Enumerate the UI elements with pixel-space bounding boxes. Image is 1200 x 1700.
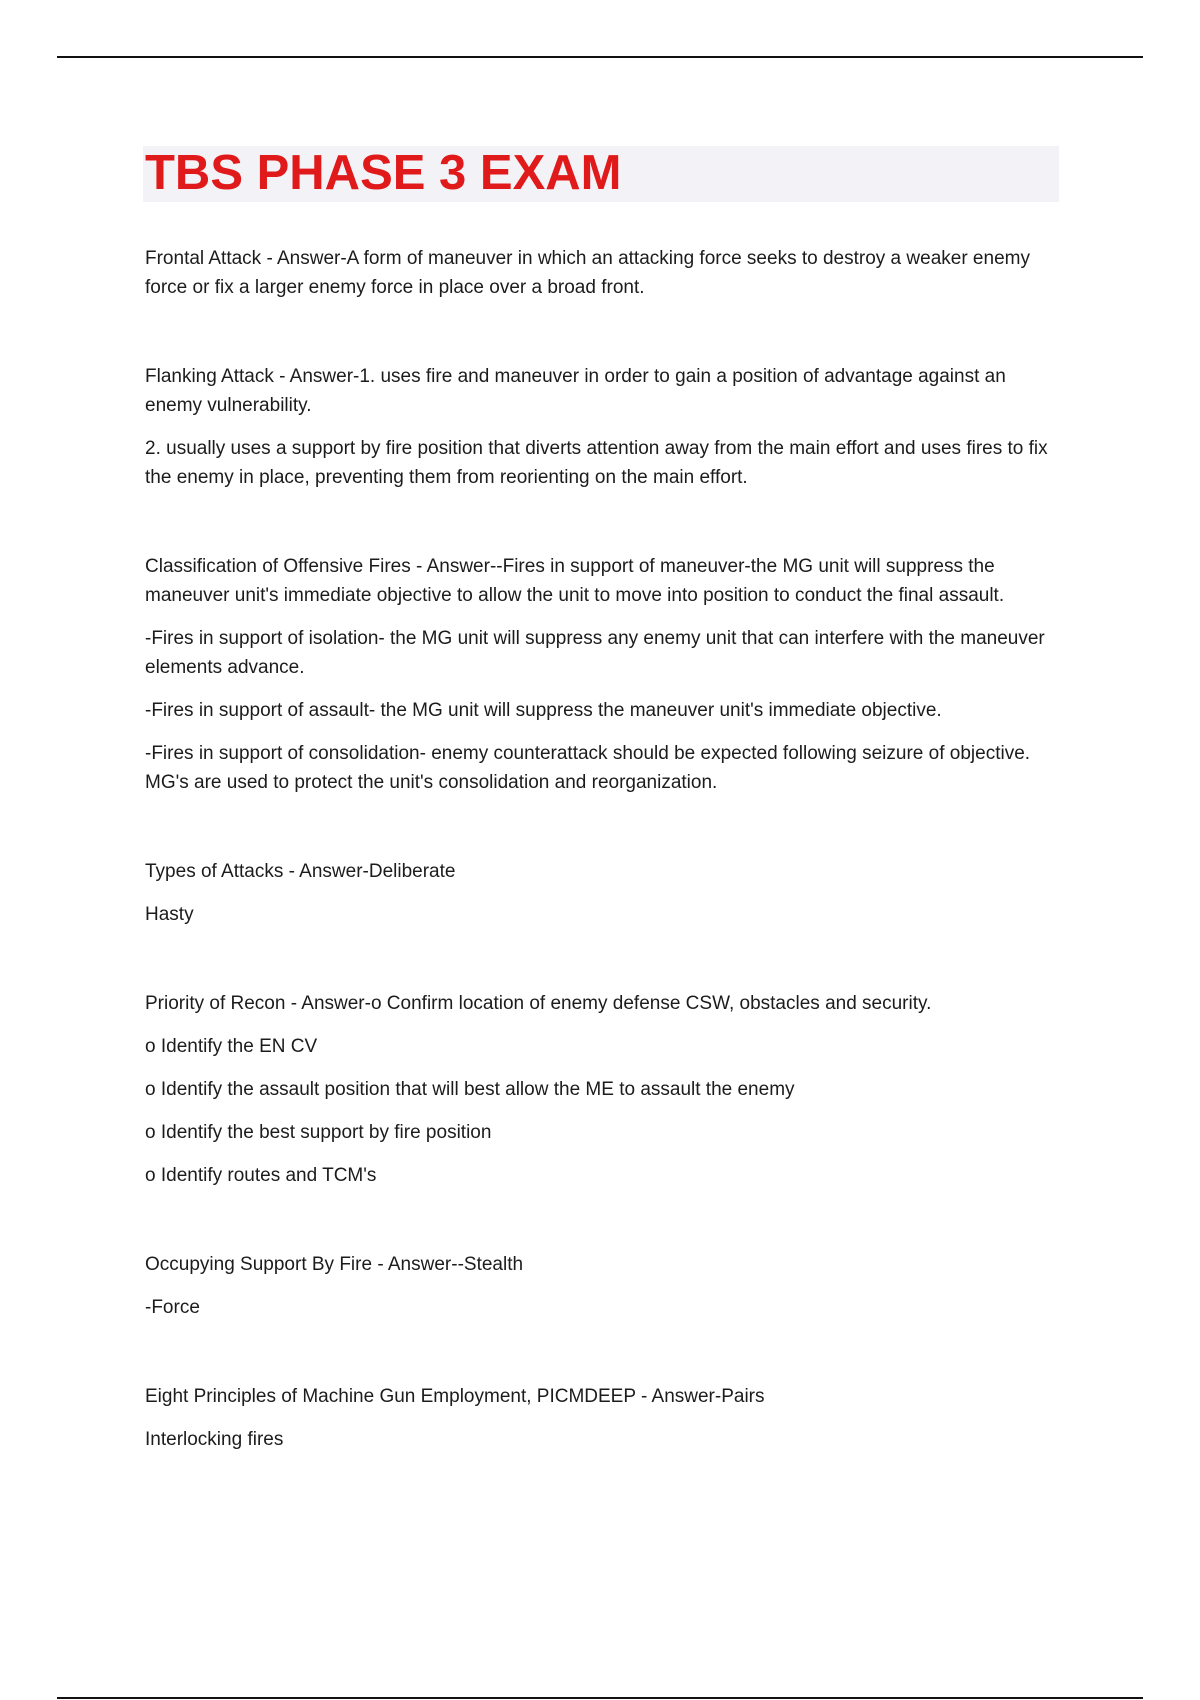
qa-entry-machine-gun-principles <box>145 1382 1055 1454</box>
qa-paragraph: o Identify the assault position that will best allow the ME to assault the enemy <box>145 1079 795 1100</box>
qa-paragraph: o Identify the EN CV <box>145 1036 318 1057</box>
qa-paragraph: Occupying Support By Fire - Answer--Stealth <box>145 1254 524 1275</box>
qa-paragraph: Priority of Recon - Answer-o Confirm location of enemy defense CSW, obstacles and security. <box>145 993 932 1014</box>
qa-paragraph: Eight Principles of Machine Gun Employment, PICMDEEP - Answer-Pairs <box>145 1386 765 1407</box>
qa-paragraph: -Fires in support of isolation- the MG unit will suppress any enemy unit that can interfere with the maneuver elements advance. <box>145 628 1045 678</box>
qa-paragraph: Classification of Offensive Fires - Answer--Fires in support of maneuver-the MG unit will suppress the maneuver unit's immediate objective to allow the unit to move into position to conduct the final assault. <box>145 556 1005 606</box>
qa-entry-priority-of-recon <box>145 989 1055 1190</box>
qa-entry-occupying-support-by-fire <box>145 1250 1055 1322</box>
qa-entry-types-of-attacks <box>145 857 1055 929</box>
qa-paragraph: Hasty <box>145 904 194 925</box>
qa-entry-flanking-attack <box>145 362 1055 492</box>
qa-paragraph: o Identify routes and TCM's <box>145 1165 377 1186</box>
header-rule <box>57 56 1143 58</box>
qa-paragraph: o Identify the best support by fire position <box>145 1122 492 1143</box>
qa-entry-frontal-attack <box>145 244 1055 302</box>
qa-paragraph: Interlocking fires <box>145 1429 284 1450</box>
document-body <box>145 244 1055 1514</box>
qa-paragraph: -Fires in support of consolidation- enemy counterattack should be expected following seizure of objective. MG's are used to protect the unit's consolidation and reorganization. <box>145 743 1031 793</box>
qa-paragraph: 2. usually uses a support by fire position that diverts attention away from the main effort and uses fires to fix the enemy in place, preventing them from reorienting on the main effort. <box>145 438 1048 488</box>
qa-entry-offensive-fires <box>145 552 1055 797</box>
qa-paragraph: -Fires in support of assault- the MG unit will suppress the maneuver unit's immediate objective. <box>145 700 942 721</box>
page-title: TBS PHASE 3 EXAM <box>145 146 622 200</box>
qa-paragraph: Frontal Attack - Answer-A form of maneuver in which an attacking force seeks to destroy a weaker enemy force or fix a larger enemy force in place over a broad front. <box>145 248 1030 298</box>
footer-rule <box>57 1697 1143 1699</box>
qa-paragraph: Types of Attacks - Answer-Deliberate <box>145 861 456 882</box>
qa-paragraph: -Force <box>145 1297 200 1318</box>
qa-paragraph: Flanking Attack - Answer-1. uses fire and maneuver in order to gain a position of advantage against an enemy vulnerability. <box>145 366 1006 416</box>
